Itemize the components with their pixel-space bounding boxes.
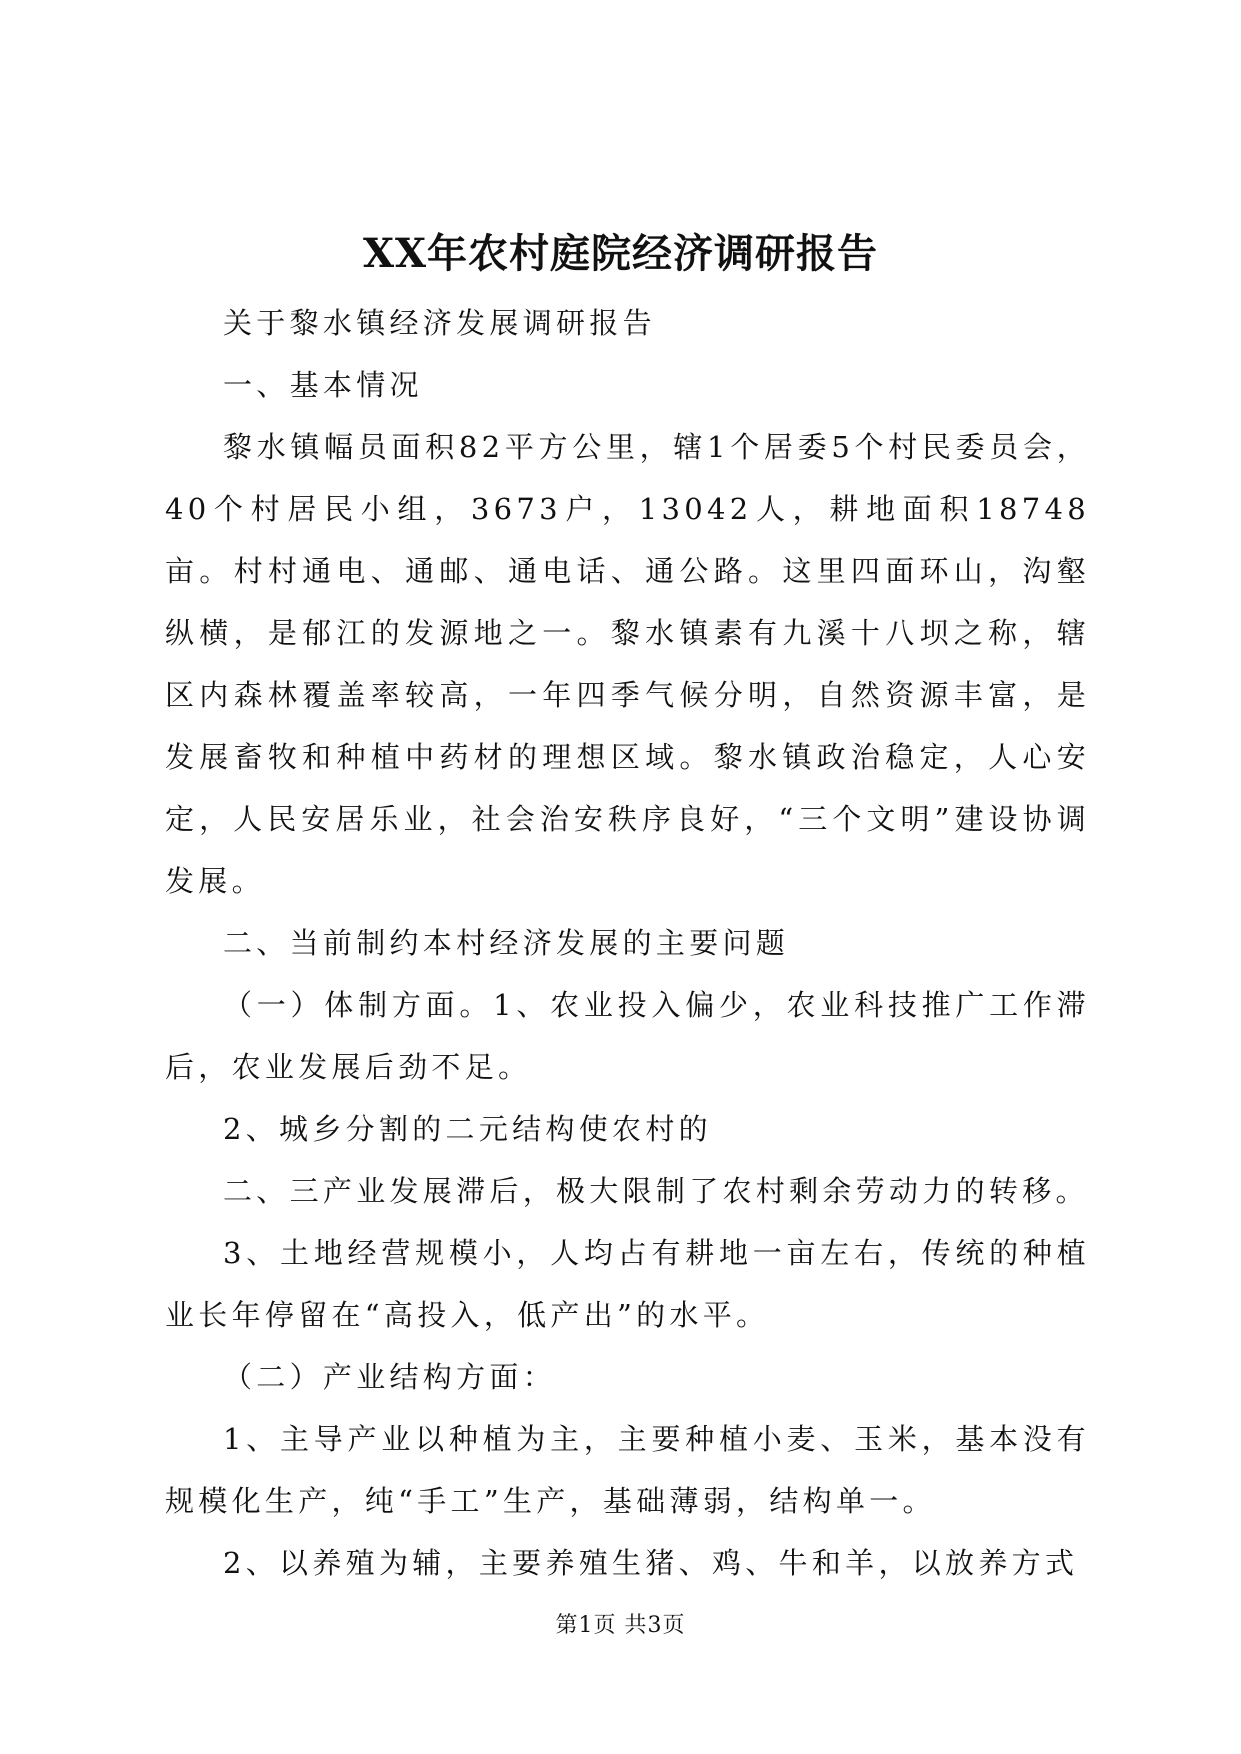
paragraph-subtitle: 关于黎水镇经济发展调研报告 — [223, 306, 656, 340]
document-title: XX年农村庭院经济调研报告 — [362, 230, 879, 277]
paragraph-livestock: 2、以养殖为辅，主要养殖生猪、鸡、牛和羊，以放养方式 — [223, 1546, 1079, 1580]
paragraph-basic-situation: 黎水镇幅员面积82平方公里，辖1个居委5个村民委员会，40个村居民小组，3673户，13042人，耕地面积18748亩。村村通电、通邮、通电话、通公路。这里四面环山，沟壑纵横，是郁江的发源地之一。黎水镇素有九溪十八坝之称，辖区内森林覆盖率较高，一年四季气候分明，自然资源丰富，是发展畜牧和种植中药材的理想区域。黎水镇政治稳定，人心安定，人民安居乐业，社会治安秩序良好，“三个文明”建设协调发展。 — [165, 430, 1090, 898]
paragraph-industry-lag: 二、三产业发展滞后，极大限制了农村剩余劳动力的转移。 — [223, 1174, 1089, 1208]
paragraph-section-2-heading: 二、当前制约本村经济发展的主要问题 — [223, 926, 790, 960]
paragraph-industrial-structure-heading: （二）产业结构方面： — [223, 1360, 557, 1394]
page-footer: 第1页 共3页 — [555, 1613, 686, 1638]
paragraph-section-1-heading: 一、基本情况 — [223, 368, 423, 402]
paragraph-land-scale: 3、土地经营规模小，人均占有耕地一亩左右，传统的种植业长年停留在“高投入，低产出”的水平。 — [165, 1236, 1090, 1332]
paragraph-system-aspect: （一）体制方面。1、农业投入偏少，农业科技推广工作滞后，农业发展后劲不足。 — [165, 988, 1090, 1084]
paragraph-urban-rural: 2、城乡分割的二元结构使农村的 — [223, 1112, 712, 1146]
document-body — [165, 292, 1090, 1594]
paragraph-leading-industry: 1、主导产业以种植为主，主要种植小麦、玉米，基本没有规模化生产，纯“手工”生产，基础薄弱，结构单一。 — [165, 1422, 1090, 1518]
